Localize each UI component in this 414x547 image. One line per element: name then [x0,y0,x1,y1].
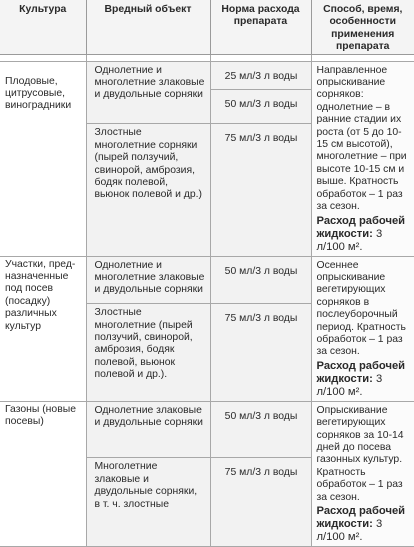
table-row [0,61,414,90]
rate-cell: 50 мл/3 л воды [210,256,311,304]
spray-volume-value: 3 л/100 м². [316,372,383,398]
header-crop: Культура [0,0,86,54]
method-cell [311,401,414,546]
table-row [0,401,414,458]
rate-cell: 50 мл/3 л воды [210,90,311,124]
rate-cell: 75 мл/3 л воды [210,458,311,547]
pest-cell: Злостные многолетние (пырей ползучий, свинорой, амброзия, бодяк полевой, вьюнок полевой и др.). [86,304,210,402]
method-cell [311,256,414,401]
spray-volume-label: Расход рабочей жидкости: [316,359,406,385]
header-pest: Вредный объект [86,0,210,54]
crop-cell: Плодовые, цитрусовые, виноградники [0,61,86,256]
rate-cell: 75 мл/3 л воды [210,124,311,256]
header-rate: Норма расхода препарата [210,0,311,54]
header-method: Способ, время, особенности применения препарата [311,0,414,54]
table-header-row [0,0,414,54]
method-text: Опрыскивание вегетирующих сорняков за 10-14 дней до посева газонных культур. Кратность обработок – 1 раз за сезон. [316,404,404,503]
spray-volume-value: 3 л/100 м². [316,227,383,253]
pest-cell: Однолетние злаковые и двудольные сорняки [86,401,210,458]
rate-cell: 75 мл/3 л воды [210,304,311,402]
rate-cell: 25 мл/3 л воды [210,61,311,90]
spray-volume-label: Расход рабочей жидкости: [316,214,406,240]
method-text: Осеннее опрыскивание вегетирующих сорняков в послеуборочный период. Кратность обработок – 1 раз за сезон. [316,259,406,358]
crop-cell: Участки, пред-назначенные под посев (посадку) различных культур [0,256,86,401]
pest-cell: Злостные многолетние сорняки (пырей ползучий, свинорой, амброзия, бодяк полевой, вьюнок полевой и др.) [86,124,210,256]
spray-volume-label: Расход рабочей жидкости: [316,505,406,530]
pest-cell: Однолетние и многолетние злаковые и двудольные сорняки [86,61,210,124]
method-cell [311,61,414,256]
spray-volume-value: 3 л/100 м². [316,518,383,543]
table-row [0,256,414,304]
pest-cell: Однолетние и многолетние злаковые и двудольные сорняки [86,256,210,304]
method-text: Направленное опрыскивание сорняков: однолетние – в ранние стадии их роста (от 5 до 10-15 см высотой), многолетние – при высоте 10-15 см и выше. Кратность обработок – 1 раз за сезон. [316,64,407,213]
crop-cell: Газоны (новые посевы) [0,401,86,546]
rate-cell: 50 мл/3 л воды [210,401,311,458]
pest-cell: Многолетние злаковые и двудольные сорняки, в т. ч. злостные [86,458,210,547]
